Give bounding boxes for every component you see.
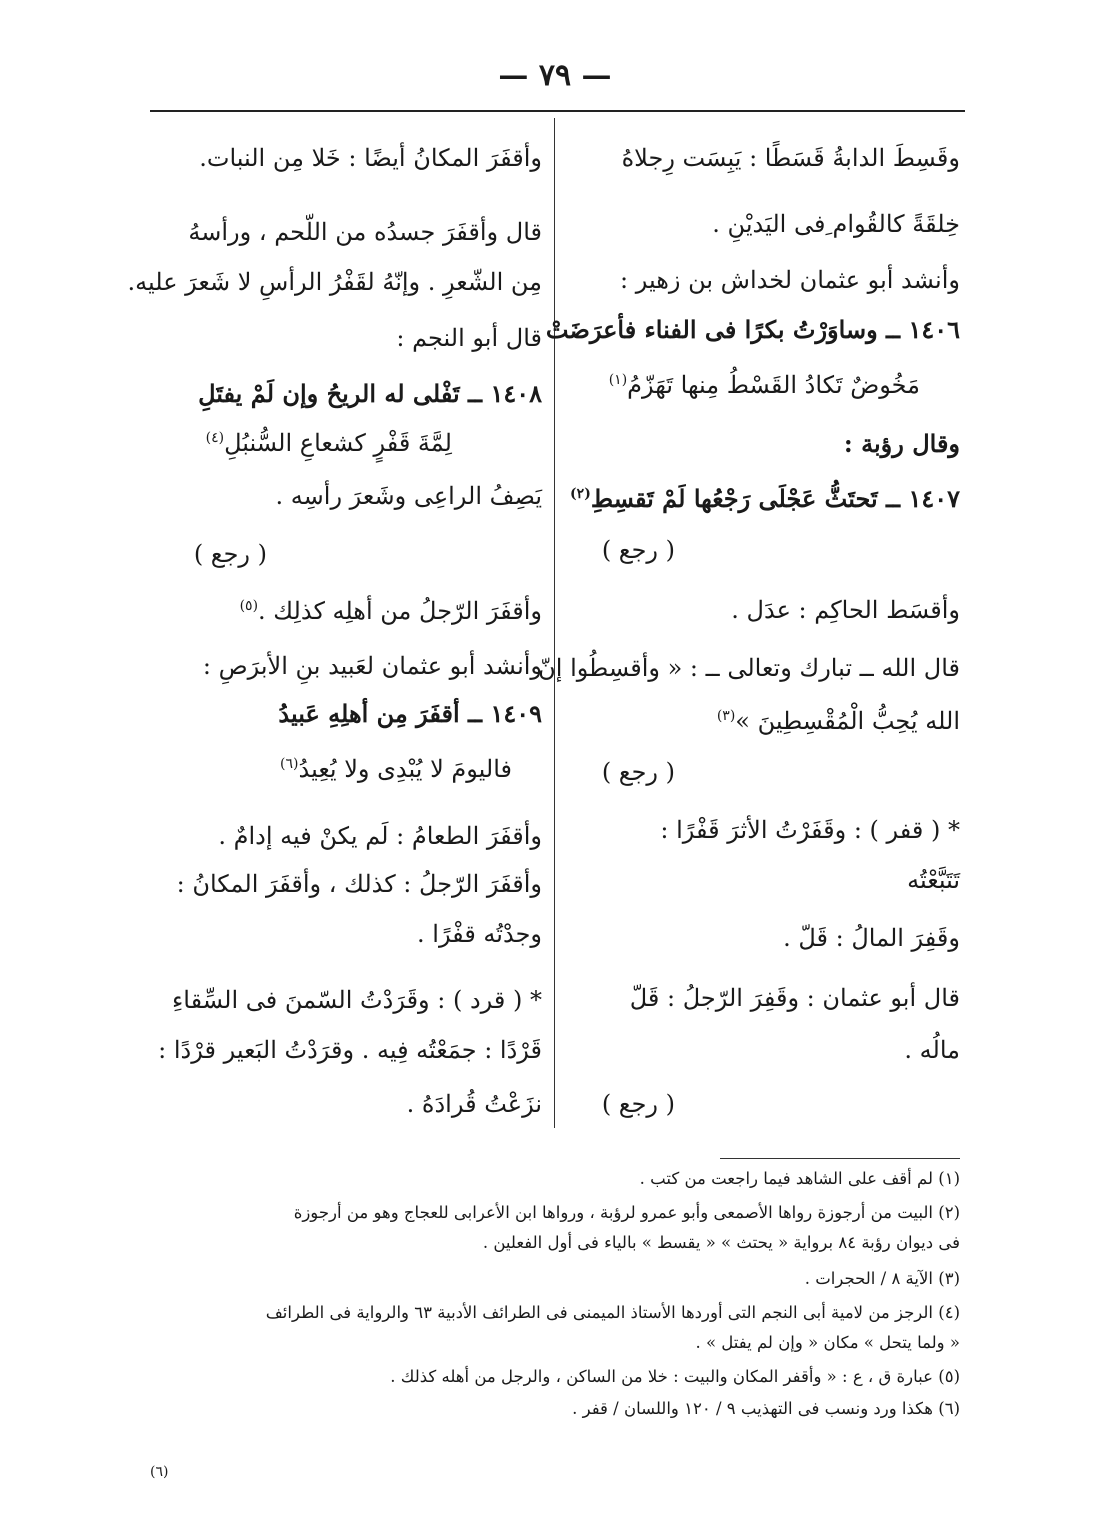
text-line: خِلقَةً كالقُوام ِفى اليَديْنِ . <box>712 210 960 238</box>
verse-line: مَخُوضٌ تَكادُ القَسْطُ مِنها تَهَزّمُ$^{(١)}$ <box>608 371 920 399</box>
footnote: (٢) البيت من أرجوزة رواها الأصمعى وأبو عمرو لرؤبة ، ورواها ابن الأعرابى للعجاج وهو من أرجوزة <box>293 1203 960 1222</box>
footnote: (١) لم أقف على الشاهد فيما راجعت من كتب . <box>639 1169 960 1188</box>
footnote: (٣) الآية ٨ / الحجرات . <box>804 1269 960 1288</box>
text-line: * ( قرد ) : وقَرَدْتُ السّمنَ فى السِّقاءِ <box>172 986 542 1014</box>
verse-line: ١٤٠٦ ــ وساوَرْتُ بكرًا فى الفناء فأعرَضَتْ <box>545 315 960 344</box>
footnote-ref: (٢) <box>570 486 591 502</box>
text-line: قال أبو عثمان : وقَفِرَ الرّجلُ : قَلّ <box>629 984 960 1012</box>
verse-line: ١٤٠٧ ــ تَحتَثُّ عَجْلَى رَجْعُها لَمْ تَقسِطِ$^{(٢)}$ <box>570 484 960 513</box>
footnote: (٦) هكذا ورد ونسب فى التهذيب ٩ / ١٢٠ واللسان / قفر . <box>572 1399 960 1418</box>
verse-line: لِمَّةَ قَفْرٍ كشعاعِ السُّنبُلِ$^{(٤)}$ <box>205 429 452 457</box>
text-line: تَتَبَّعْتُه <box>907 866 960 894</box>
footnote-ref: (٦) <box>280 756 299 772</box>
text-line: وأقسَط الحاكِم : عدَل . <box>731 596 960 624</box>
text-line: وأقفَرَ الرّجلُ من أهلِه كذلِك .$^{(٥)}$ <box>239 597 542 625</box>
text-line: قَرْدًا : جمَعْتُه فِيه . وقرَدْتُ البَعير قرْدًا : <box>158 1036 542 1064</box>
footnote: (٥) عبارة ق ، ع : « وأقفر المكان والبيت : خلا من الساكن ، والرجل من أهله كذلك . <box>390 1367 960 1386</box>
page-number: — ٧٩ — <box>498 58 612 93</box>
text-line: * ( قفر ) : وقَفَرْتُ الأثرَ قَفْرًا : <box>660 816 960 844</box>
section-marker: ( رجع ) <box>193 540 267 568</box>
text-line: وقَسِطَ الدابةُ قَسَطًا : يَبِسَت رِجلاهُ <box>621 144 960 172</box>
header-rule <box>150 110 965 112</box>
text-line: وجدْتُه قفْرًا . <box>417 920 542 948</box>
footnote: « ولما يتحل » مكان « وإن لم يفتل » . <box>695 1333 960 1352</box>
text-line: الله يُحِبُّ الْمُقْسِطِينَ »$^{(٣)}$ <box>716 707 960 735</box>
text-line: وأقفَرَ المكانُ أيضًا : خَلا مِن النبات. <box>199 144 542 172</box>
text-line: مالُه . <box>904 1036 960 1064</box>
section-marker: ( رجع ) <box>601 1090 675 1118</box>
text-line: يَصِفُ الراعِى وشَعرَ رأسِه . <box>275 482 542 510</box>
footnote-ref: (٣) <box>716 708 736 724</box>
verse-line: ١٤٠٩ ــ أقفَرَ مِن أهلِهِ عَبيدُ <box>278 699 542 728</box>
footnote-ref: (١) <box>608 372 628 388</box>
footnote: فى ديوان رؤبة ٨٤ برواية « يحتث » « يقسط » بالياء فى أول الفعلين . <box>482 1233 960 1252</box>
footnote-ref: (٤) <box>205 430 225 446</box>
text-line: وأقفَرَ الرّجلُ : كذلك ، وأقفَرَ المكانُ : <box>176 870 542 898</box>
section-marker: ( رجع ) <box>601 536 675 564</box>
signature-mark: (٦) <box>150 1464 169 1480</box>
text-line: وأنشد أبو عثمان لخداش بن زهير : <box>620 266 960 294</box>
verse-line: فاليومَ لا يُبْدِى ولا يُعِيدُ$^{(٦)}$ <box>280 755 512 783</box>
footnote-rule <box>720 1158 960 1159</box>
verse-line: ١٤٠٨ ــ تَفْلى له الريحُ وإن لَمْ يفتَلِ <box>198 379 542 408</box>
text-line: قال الله ــ تبارك وتعالى ــ : « وأقسِطُوا إنّ <box>538 654 960 682</box>
text-line: وأقفَرَ الطعامُ : لَم يكنْ فيه إدامٌ . <box>218 822 542 850</box>
footnote: (٤) الرجز من لامية أبى النجم التى أوردها الأستاذ الميمنى فى الطرائف الأدبية ٦٣ والرواية فى الطرائف <box>265 1303 960 1322</box>
column-divider <box>554 118 555 1128</box>
text-line: مِن الشّعرِ . وإنّهُ لقَفْرُ الرأسِ لا شَعرَ عليه. <box>127 268 542 296</box>
text-line: وأنشد أبو عثمان لعَبيد بنِ الأبرَصِ : <box>202 652 542 680</box>
text-line: وقال رؤبة : <box>843 429 960 458</box>
text-line: قال وأقفَرَ جسدُه من اللّحم ، ورأسهُ <box>188 218 542 246</box>
footnote-ref: (٥) <box>239 598 259 614</box>
text-line: نزَعْتُ قُرادَهُ . <box>406 1090 542 1118</box>
text-line: قال أبو النجم : <box>396 324 542 352</box>
section-marker: ( رجع ) <box>601 758 675 786</box>
text-line: وقَفِرَ المالُ : قَلّ . <box>783 924 960 952</box>
